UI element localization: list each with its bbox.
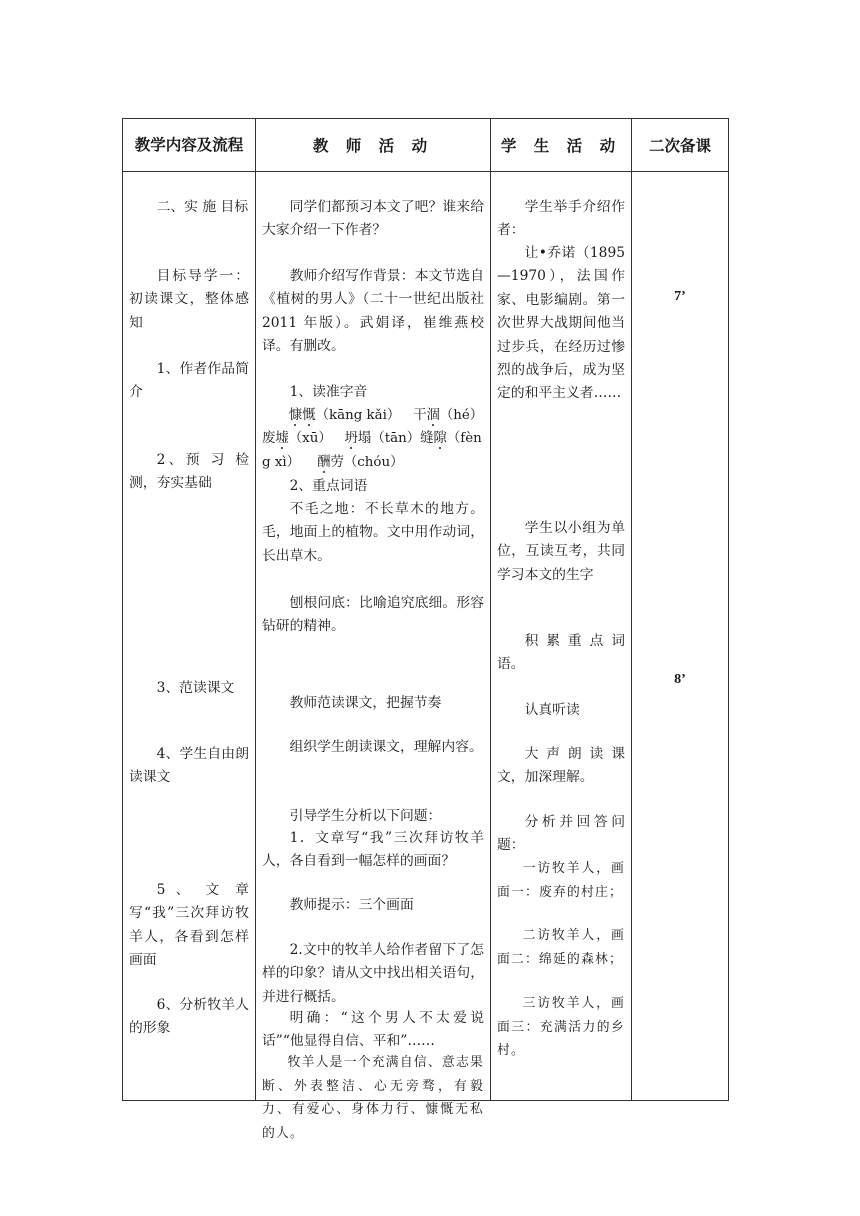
teacher-text: 牧羊人是一个充满自信、意志果断、外表整洁、心无旁骛，有毅力、有爱心、身体力行、慷慨无私的人。 — [262, 1055, 484, 1141]
flow-step: 二、实 施 目标 — [156, 199, 249, 215]
time-allocation: 7’ — [674, 289, 686, 304]
student-activity-cell — [491, 172, 632, 1101]
pronunciation-list: 慷慨（kāng kǎi） 干涸（hé） 废墟（xū） 坍塌（tān）缝隙（fèn g xì） 酬劳（chóu） — [262, 408, 484, 470]
teacher-text: 教师提示：三个画面 — [289, 897, 414, 913]
body-row — [123, 172, 729, 1101]
flow-step: 3、范读课文 — [156, 680, 235, 696]
header-flow: 教学内容及流程 — [123, 119, 256, 172]
student-text: 认真听读 — [524, 702, 580, 718]
student-text: 三访牧羊人，画面三：充满活力的乡村。 — [497, 996, 625, 1058]
teacher-text: 教师范读课文，把握节奏 — [289, 695, 442, 711]
second-prep-cell — [632, 172, 729, 1101]
flow-step: 6、分析牧羊人的形象 — [129, 997, 249, 1037]
teacher-text: 组织学生朗读课文，理解内容。 — [289, 739, 483, 755]
teacher-text: 2、重点词语 — [289, 478, 368, 494]
flow-cell — [123, 172, 256, 1101]
flow-step: 目标导学一：初读课文，整体感知 — [129, 268, 249, 331]
header-student-activity: 学 生 活 动 — [491, 119, 632, 172]
student-text: 大 声 朗 读 课文，加深理解。 — [497, 746, 625, 786]
flow-step: 4、学生自由朗读课文 — [129, 746, 249, 786]
teacher-text: 明确：“这个男人不太爱说话”“他显得自信、平和”…… — [262, 1010, 484, 1050]
student-text: 让•乔诺（1895—1970），法国作家、电影编剧。第一次世界大战期间他当过步兵，在经历过惨烈的战争后，成为坚定的和平主义者…… — [497, 245, 625, 402]
flow-step: 1、作者作品简介 — [129, 361, 249, 401]
teacher-text: 1．文章写“我”三次拜访牧羊人，各自看到一幅怎样的画面？ — [262, 830, 484, 870]
teacher-activity-cell — [256, 172, 491, 1141]
teacher-text: 教师介绍写作背景：本文节选自《植树的男人》（二十一世纪出版社 2011 年版）。武娟译，崔维燕校译。有删改。 — [262, 268, 484, 355]
student-text: 一访牧羊人，画面一：废弃的村庄； — [497, 861, 625, 900]
teacher-text: 引导学生分析以下问题： — [289, 808, 442, 824]
teacher-text: 刨根问底：比喻追究底细。形容钻研的精神。 — [262, 595, 484, 635]
flow-step: 2、预 习 检测，夯实基础 — [129, 452, 249, 492]
student-text: 二访牧羊人，画面二：绵延的森林； — [497, 928, 625, 967]
lesson-plan-table — [122, 118, 729, 1141]
student-text: 学生以小组为单位，互读互考，共同学习本文的生字 — [497, 520, 625, 583]
header-second-prep: 二次备课 — [632, 119, 729, 172]
teacher-text: 2.文中的牧羊人给作者留下了怎样的印象？请从文中找出相关语句，并进行概括。 — [262, 942, 484, 1005]
teacher-text: 不毛之地：不长草木的地方。毛，地面上的植物。文中用作动词，长出草木。 — [262, 501, 484, 564]
student-text: 学生举手介绍作者： — [497, 199, 625, 239]
header-row — [123, 119, 729, 172]
student-text: 积 累 重 点 词语。 — [497, 633, 625, 673]
header-teacher-activity: 教 师 活 动 — [256, 119, 491, 172]
teacher-text: 同学们都预习本文了吧？谁来给大家介绍一下作者？ — [262, 199, 484, 239]
teacher-text: 1、读准字音 — [289, 384, 368, 400]
student-text: 分析并回答问题： — [497, 814, 625, 854]
time-allocation: 8’ — [674, 672, 686, 687]
flow-step: 5 、 文 章 写“我”三次拜访牧羊人，各看到怎样画面 — [129, 882, 249, 969]
